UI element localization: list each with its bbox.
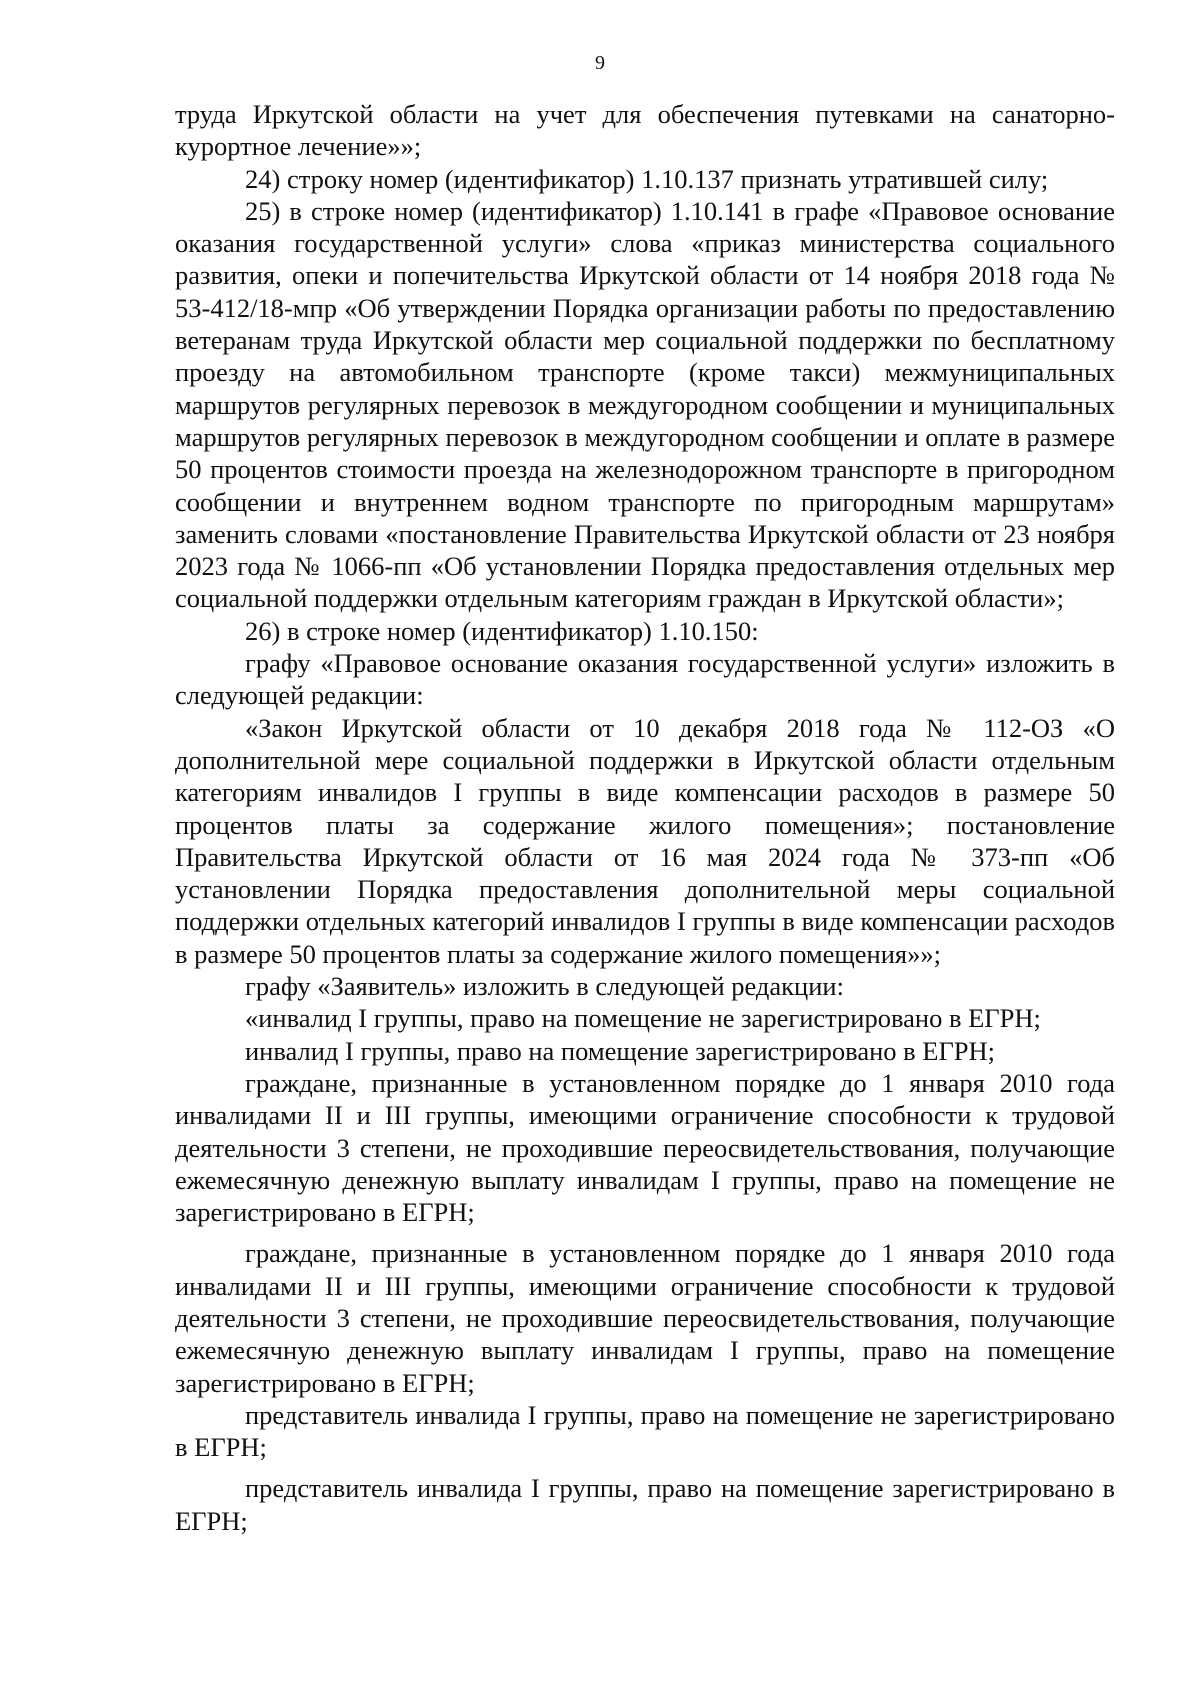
paragraph-continuation: труда Иркутской области на учет для обеспечения путевками на санаторно-курортное лечение»»; <box>175 99 1115 162</box>
paragraph-applicant-4: граждане, признанные в установленном порядке до 1 января 2010 года инвалидами II и III группы, имеющими ограничение способности к трудовой деятельности 3 степени, не проходившие переосвидетельствования, получающие ежемесячную денежную выплату инвалидам I группы, право на помещение зарегистрировано в ЕГРН; <box>175 1238 1115 1398</box>
document-body <box>175 98 1115 1537</box>
paragraph-item-26: 26) в строке номер (идентификатор) 1.10.150: <box>245 615 759 646</box>
paragraph-item-24: 24) строку номер (идентификатор) 1.10.137 признать утратившей силу; <box>245 163 1049 194</box>
page-number: 9 <box>595 52 605 74</box>
paragraph-legal-basis-text: «Закон Иркутской области от 10 декабря 2018 года № 112-ОЗ «О дополнительной мере социальной поддержки в Иркутской области отдельным категориям инвалидов I группы в виде компенсации расходов в размере 50 процентов платы за содержание жилого помещения»; постановление Правительства Иркутской области от 16 мая 2024 года № 373-пп «Об установлении Порядка предоставления дополнительной меры социальной поддержки отдельных категорий инвалидов I группы в виде компенсации расходов в размере 50 процентов платы за содержание жилого помещения»»; <box>175 712 1115 969</box>
paragraph-legal-basis-intro: графу «Правовое основание оказания государственной услуги» изложить в следующей редакции: <box>175 648 1115 711</box>
paragraph-applicant-6: представитель инвалида I группы, право на помещение зарегистрировано в ЕГРН; <box>175 1473 1115 1536</box>
paragraph-applicant-5: представитель инвалида I группы, право на помещение не зарегистрировано в ЕГРН; <box>175 1399 1115 1463</box>
paragraph-item-25: 25) в строке номер (идентификатор) 1.10.141 в графе «Правовое основание оказания государственной услуги» слова «приказ министерства социального развития, опеки и попечительства Иркутской области от 14 ноября 2018 года № 53-412/18-мпр «Об утверждении Порядка организации работы по предоставлению ветеранам труда Иркутской области мер социальной поддержки по бесплатному проезду на автомобильном транспорте (кроме такси) межмуниципальных маршрутов регулярных перевозок в междугородном сообщении и муниципальных маршрутов регулярных перевозок в междугородном сообщении и оплате в размере 50 процентов стоимости проезда на железнодорожном транспорте в пригородном сообщении и внутреннем водном транспорте по пригородным маршрутам» заменить словами «постановление Правительства Иркутской области от 23 ноября 2023 года № 1066-пп «Об установлении Порядка предоставления отдельных мер социальной поддержки отдельным категориям граждан в Иркутской области»; <box>175 195 1115 614</box>
paragraph-applicant-intro: графу «Заявитель» изложить в следующей редакции: <box>245 971 844 1002</box>
paragraph-applicant-1: «инвалид I группы, право на помещение не зарегистрировано в ЕГРН; <box>245 1003 1041 1034</box>
paragraph-applicant-2: инвалид I группы, право на помещение зарегистрировано в ЕГРН; <box>245 1035 996 1066</box>
paragraph-applicant-3: граждане, признанные в установленном порядке до 1 января 2010 года инвалидами II и III группы, имеющими ограничение способности к трудовой деятельности 3 степени, не проходившие переосвидетельствования, получающие ежемесячную денежную выплату инвалидам I группы, право на помещение не зарегистрировано в ЕГРН; <box>175 1067 1115 1228</box>
